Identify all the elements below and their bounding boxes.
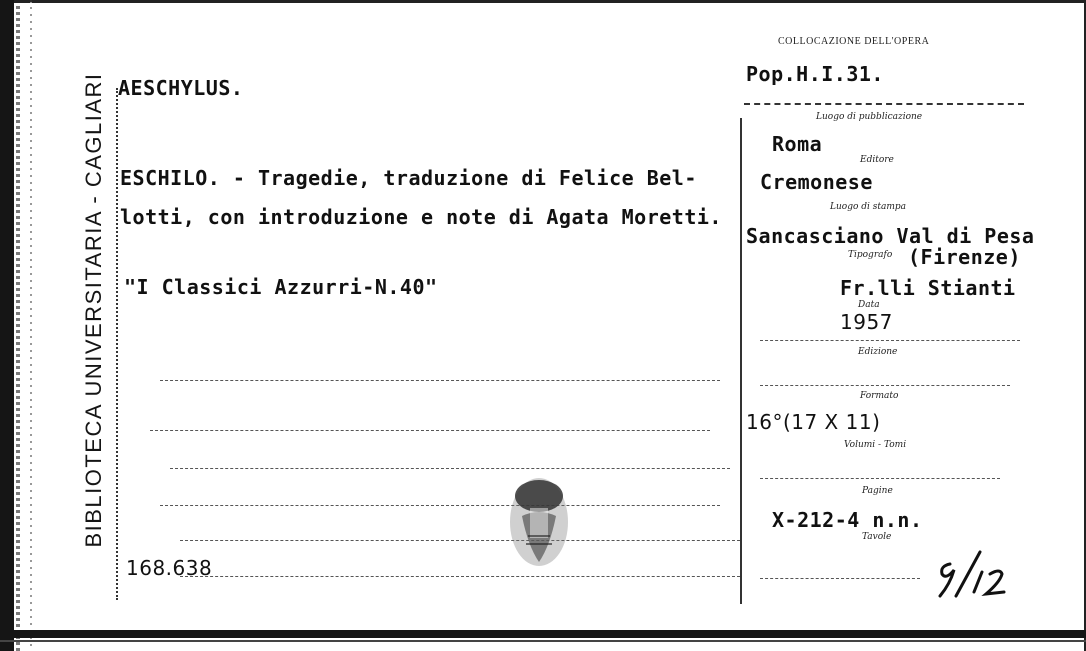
formato-value: 16°(17 X 11) <box>746 410 881 434</box>
field-divider-line <box>740 118 742 604</box>
luogo-stampa-value: Sancasciano Val di Pesa <box>746 224 1035 248</box>
collocazione-label: COLLOCAZIONE DELL'OPERA <box>778 36 930 47</box>
card-left-border-pattern <box>16 0 20 651</box>
data-value: 1957 <box>840 310 893 334</box>
title-line-1: ESCHILO. - Tragedie, traduzione di Felice Bel- <box>120 166 697 190</box>
card-left-edge <box>0 0 14 651</box>
luogo-stampa-extra: (Firenze) <box>908 245 1021 269</box>
latin-author-heading: AESCHYLUS. <box>118 76 244 100</box>
tipografo-label: Tipografo <box>848 250 893 260</box>
card-bottom-edge <box>0 630 1086 638</box>
pagine-value: X-212-4 n.n. <box>772 508 923 532</box>
luogo-stampa-label: Luogo di stampa <box>830 202 906 212</box>
editore-label: Editore <box>860 155 894 165</box>
volumi-label: Volumi - Tomi <box>844 440 907 450</box>
dotted-rule-2 <box>150 430 710 431</box>
title-line-2: lotti, con introduzione e note di Agata Moretti. <box>120 205 722 229</box>
dotted-rule-4 <box>160 505 720 506</box>
library-seal <box>508 476 570 568</box>
library-stamp-text: BIBLIOTECA UNIVERSITARIA - CAGLIARI <box>81 72 106 548</box>
formato-label: Formato <box>860 391 899 401</box>
tipografo-value: Fr.lli Stianti <box>840 276 1016 300</box>
data-label: Data <box>858 300 880 310</box>
library-stamp <box>64 60 124 560</box>
header-rule <box>744 103 1024 105</box>
card-bottom-line <box>0 640 1086 642</box>
pagine-label: Pagine <box>862 486 893 496</box>
handwritten-annotation-drawing <box>930 544 1020 604</box>
dotted-rule-edizione <box>760 385 1010 386</box>
card-top-edge <box>0 0 1086 3</box>
dotted-rule-6 <box>180 576 740 577</box>
edizione-label: Edizione <box>858 347 898 357</box>
editore-value: Cremonese <box>760 170 873 194</box>
dotted-rule-5 <box>180 540 740 541</box>
left-margin-line <box>116 88 118 600</box>
tavole-label: Tavole <box>862 532 892 542</box>
inventory-number: 168.638 <box>126 556 213 580</box>
luogo-pubblicazione-label: Luogo di pubblicazione <box>816 112 923 122</box>
library-seal-mark <box>508 476 570 568</box>
dotted-rule-data <box>760 340 1020 341</box>
dotted-rule-volumi <box>760 478 1000 479</box>
series-line: "I Classici Azzurri-N.40" <box>124 275 438 299</box>
shelfmark: Pop.H.I.31. <box>746 62 884 86</box>
dotted-rule-tavole <box>760 578 920 579</box>
dotted-rule-1 <box>160 380 720 381</box>
card-left-border-dots <box>30 0 32 651</box>
luogo-pubblicazione-value: Roma <box>772 132 823 156</box>
handwritten-annotation <box>930 544 1020 604</box>
dotted-rule-3 <box>170 468 730 469</box>
